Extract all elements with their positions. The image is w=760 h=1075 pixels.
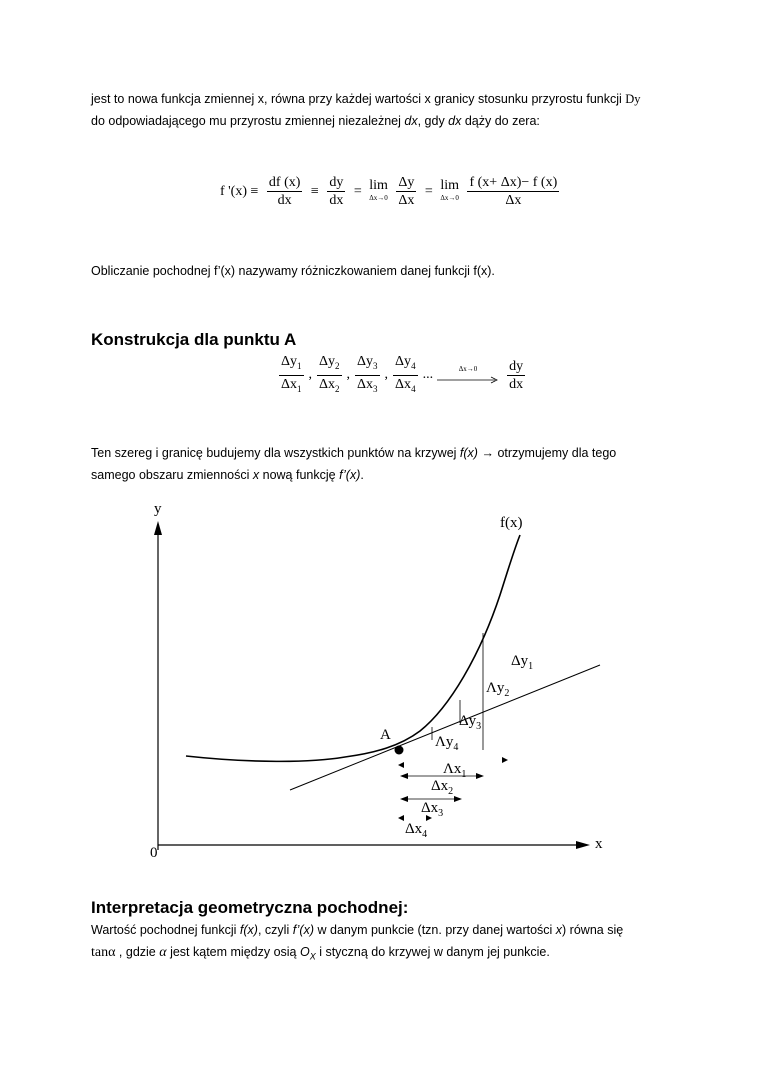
- limit-2: lim Δx→0: [440, 177, 459, 202]
- fraction-delta-y-delta-x: $\frac{\Delta y}{\Delta x}$: [398, 175, 415, 208]
- ratio-result: $\frac{dy}{dx}$: [509, 358, 524, 392]
- heading-construction: Konstrukcja dla punktu A: [91, 330, 297, 349]
- delta-x2-label: $\Delta x_2$: [431, 778, 454, 797]
- delta-y-symbol: Dy: [625, 92, 641, 106]
- delta-y2-label: $\Lambda y_2$: [486, 680, 510, 699]
- curve-label: f(x): [500, 515, 523, 531]
- tangent-construction-diagram: [0, 495, 760, 870]
- delta-y1-label: $\Delta y_1$: [511, 653, 534, 672]
- x-axis-label: x: [595, 836, 603, 852]
- ratio-3: $\frac{\Delta y_3}{\Delta x_3}$: [357, 354, 378, 394]
- tan-alpha: tanα: [91, 945, 116, 960]
- delta-y4-label: $\Lambda y_4$: [435, 734, 459, 753]
- origin-label: 0: [150, 845, 158, 861]
- delta-x2-right-arrowhead: [454, 796, 462, 802]
- delta-y3-label: $\Delta y_3$: [459, 713, 482, 732]
- delta-x1-left-arrowhead: [400, 773, 408, 779]
- ratio-1: $\frac{\Delta y_1}{\Delta x_1}$: [281, 354, 302, 394]
- right-arrow-icon: [437, 376, 499, 384]
- interpretation-paragraph: Wartość pochodnej funkcji f(x), czyli f’(x) w danym punkcie (tzn. przy danej wartości x) równa się tanα , gdzie α jest kątem między osią $O_X$ i styczną do krzywej w danym jej punkcie.: [91, 923, 624, 962]
- y-axis-label: y: [154, 501, 162, 517]
- y-axis-arrowhead: [154, 521, 162, 535]
- point-a: [395, 746, 404, 755]
- delta-x1-label: $\Lambda x_1$: [443, 761, 467, 780]
- ratio-2: $\frac{\Delta y_2}{\Delta x_2}$: [319, 354, 340, 394]
- delta-x3-label: $\Delta x_3$: [421, 800, 444, 819]
- delta-x4-label: $\Delta x_4$: [405, 821, 428, 840]
- delta-x1-right-arrowhead: [476, 773, 484, 779]
- alpha-symbol: α: [159, 945, 167, 960]
- x-axis-arrowhead: [576, 841, 590, 849]
- fraction-dy-dx: $\frac{dy}{dx}$: [329, 175, 344, 208]
- limit-1: lim Δx→0: [369, 177, 388, 202]
- intro-paragraph: jest to nowa funkcja zmiennej x, równa przy każdej wartości x granicy stosunku przyrostu funkcji Dy do odpowiadającego mu przyrostu zmiennej niezależnej dx, gdy dx dąży do zera:: [91, 92, 641, 128]
- heading-geometric-interpretation: Interpretacja geometryczna pochodnej:: [91, 898, 409, 917]
- small-left-arrowhead: [398, 762, 404, 768]
- delta-x3-left-arrowhead: [398, 815, 404, 821]
- point-a-label: A: [380, 727, 391, 743]
- small-right-arrowhead: [502, 757, 508, 763]
- fraction-difference-quotient: $\frac{f (x+ \Delta x)- f (x)}{\Delta x}$: [469, 175, 558, 208]
- implies-arrow-icon: →: [481, 446, 494, 460]
- fraction-df-dx: $\frac{df (x)}{dx}$: [268, 175, 301, 208]
- derivative-definition-formula: f '(x) ≡ $\frac{df (x)}{dx}$ ≡ $\frac{dy}{dx}$ = lim Δx→0 $\frac{\Delta y}{\Delta x}$ = lim Δx→0 $\frac{f (x+ \Delta x)- f (x)}{\Delta x}$: [220, 175, 558, 208]
- delta-x2-left-arrowhead: [400, 796, 408, 802]
- differentiation-sentence: Obliczanie pochodnej f’(x) nazywamy różniczkowaniem danej funkcji f(x).: [91, 264, 495, 278]
- ratio-4: $\frac{\Delta y_4}{\Delta x_4}$: [395, 354, 416, 394]
- sequence-formula: $\frac{\Delta y_1}{\Delta x_1}$ , $\frac{\Delta y_2}{\Delta x_2}$ , $\frac{\Delta y_3}{\Delta x_3}$ , $\frac{\Delta y_4}{\Delta x_4}$ ... Δx→0 $\frac{dy}{dx}$: [276, 353, 528, 398]
- sequence-paragraph: Ten szereg i granicę budujemy dla wszystkich punktów na krzywej f(x) → otrzymujemy dla tego samego obszaru zmienności x nową funkcję f’(x).: [91, 446, 617, 482]
- limit-arrow: Δx→0: [437, 363, 499, 387]
